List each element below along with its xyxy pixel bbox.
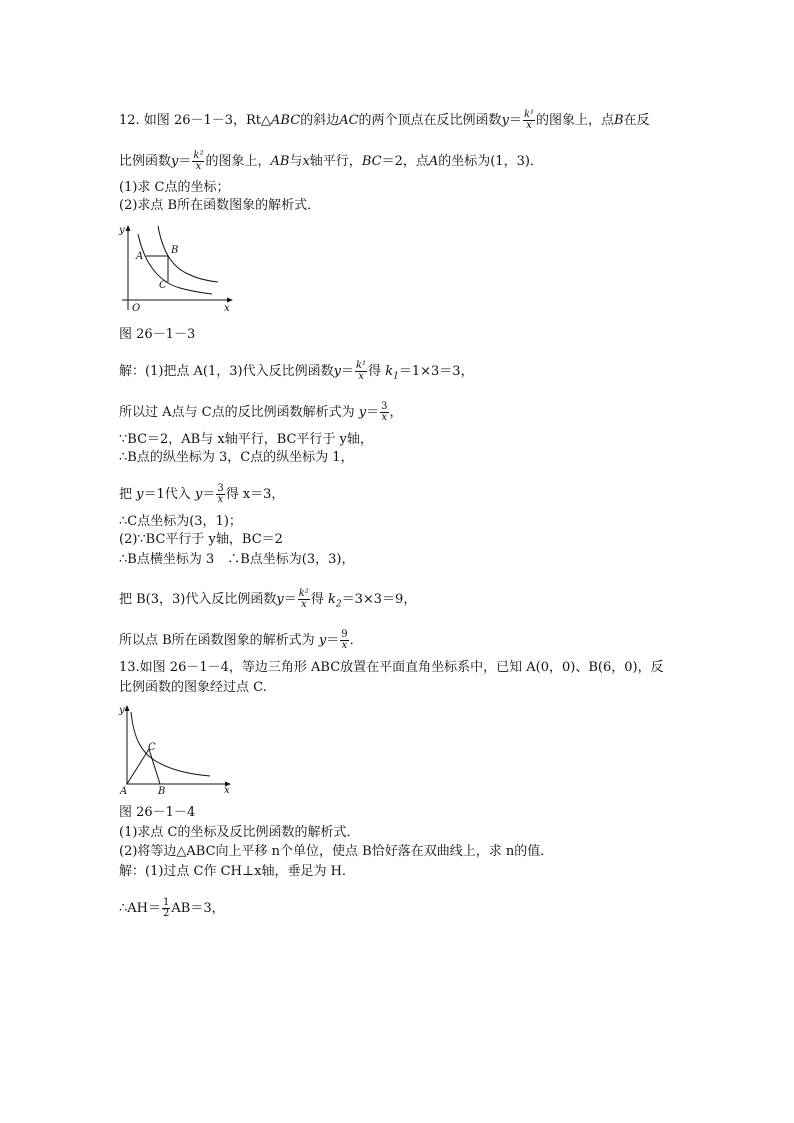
q13-part1: (1)求点 C的坐标及反比例函数的解析式．: [119, 825, 360, 840]
label-x: x: [224, 303, 230, 314]
q12-sol5: 把 y＝1代入 y＝ $\frac{3}{x}$ 得 x＝3，: [119, 483, 285, 505]
q12-sol10: 所以点 B所在函数图象的解析式为 y＝ $\frac{9}{x}$ ．: [119, 629, 363, 651]
curve-k1: [138, 234, 212, 294]
q13-sol1: 解：(1)过点 C作 CH⊥x轴，垂足为 H.: [119, 864, 347, 879]
fraction-3-over-x: $\frac{3}{x}$: [217, 483, 224, 505]
caption-26-1-3: 图 26－1－3: [119, 327, 196, 342]
q13-part2: (2)将等边△ABC向上平移 n个单位，使点 B恰好落在双曲线上，求 n的值．: [119, 844, 554, 859]
q12-sol8: ∴B点横坐标为 3 ∴B点坐标为(3，3)，: [119, 552, 355, 567]
q12-part1: (1)求 C点的坐标；: [119, 180, 230, 195]
curve-k2: [158, 226, 218, 282]
label-b: B: [158, 786, 166, 797]
fraction-1-over-2: $\frac{1}{2}$: [163, 897, 170, 919]
label-c: C: [148, 742, 156, 753]
label-a: A: [136, 251, 144, 262]
hyperbola: [131, 712, 210, 776]
y-axis-arrow: [125, 705, 130, 711]
q12-part2: (2)求点 B所在函数图象的解析式．: [119, 198, 321, 213]
label-o: O: [132, 303, 141, 314]
q12-sol1: 解：(1)把点 A(1，3)代入反比例函数y＝ $\frac{\text{k¹}}{x}$ 得 $k_1=1\times 3=3$，: [119, 360, 474, 382]
fraction-k1-over-x: $\frac{\text{k¹}}{x}$: [523, 109, 535, 131]
figure-26-1-4: [118, 700, 238, 798]
x-axis-arrow: [227, 298, 233, 303]
q12-line2: 比例函数y＝ $\frac{\text{k²}}{x}$ 的图象上，AB与x轴平行，BC＝2，点A的坐标为(1，3)．: [119, 150, 543, 172]
label-y: y: [119, 225, 125, 236]
q13-line1: 13.如图 26－1－4，等边三角形 ABC放置在平面直角坐标系中，已知 A(0，0)、B(6，0)，反: [119, 660, 664, 675]
q13-sol2: ∴AH＝ $\frac{1}{2}$ AB＝3，: [119, 897, 225, 919]
fraction-k2-over-x: $\frac{\text{k²}}{x}$: [193, 150, 204, 172]
caption-26-1-4: 图 26－1－4: [119, 805, 196, 820]
label-x: x: [224, 785, 230, 796]
fraction-k1-over-x: $\frac{\text{k¹}}{x}$: [356, 360, 367, 382]
label-b: B: [171, 245, 179, 256]
fraction-k2-over-x: $\frac{\text{k²}}{x}$: [298, 588, 309, 610]
figure-26-1-3: [118, 222, 238, 314]
q12-sol6: ∴C点坐标为(3，1)；: [119, 514, 242, 529]
label-c: C: [159, 280, 167, 291]
fraction-3-over-x: $\frac{3}{x}$: [381, 401, 388, 423]
triangle-abc: [127, 749, 160, 784]
q12-sol7: (2)∵BC平行于 y轴，BC＝2: [119, 532, 283, 547]
q12-sol4: ∴B点的纵坐标为 3，C点的纵坐标为 1，: [119, 450, 354, 465]
q13-line2: 比例函数的图象经过点 C.: [119, 680, 267, 695]
q12-sol9: 把 B(3，3)代入反比例函数y＝ $\frac{\text{k²}}{x}$ 得 $k_2=3\times 3=9$，: [119, 588, 417, 610]
q12-sol2: 所以过 A点与 C点的反比例函数解析式为 y＝ $\frac{3}{x}$ ，: [119, 401, 403, 423]
q12-sol3: ∵BC＝2，AB与 x轴平行，BC平行于 y轴，: [119, 432, 373, 447]
y-axis-arrow: [126, 225, 131, 231]
label-y: y: [119, 705, 125, 716]
fraction-9-over-x: $\frac{9}{x}$: [341, 629, 348, 651]
label-a: A: [120, 786, 128, 797]
q12-line1: 12. 如图 26－1－3，Rt△ABC的斜边AC的两个顶点在反比例函数y＝ $\frac{\text{k¹}}{x}$ 的图象上，点B在反: [119, 109, 650, 131]
